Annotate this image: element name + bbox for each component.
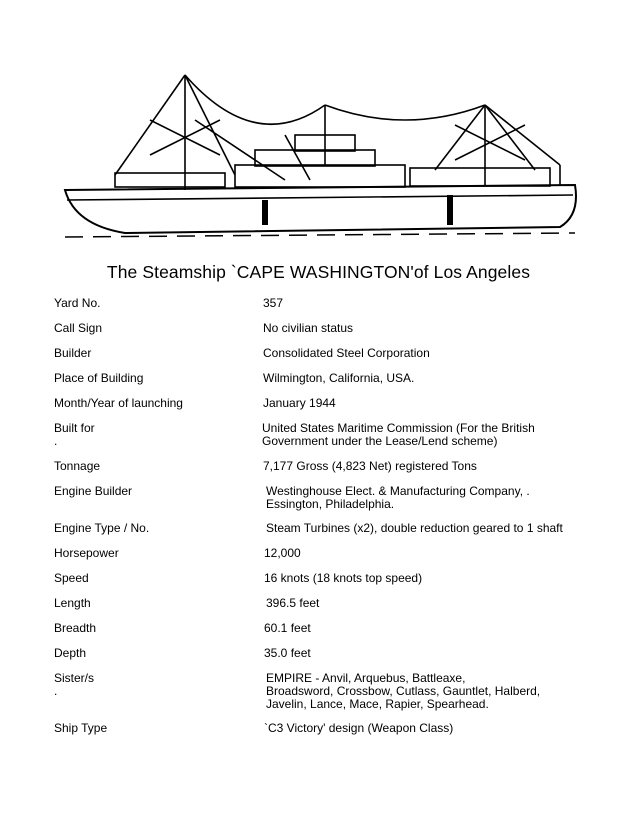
detail-label: Horsepower	[54, 546, 119, 560]
detail-value: United States Maritime Commission (For the British Government under the Lease/Lend scheme)	[262, 421, 535, 448]
detail-value: 357	[263, 296, 284, 310]
detail-label: Length	[54, 596, 91, 610]
detail-label: Engine Builder	[54, 484, 133, 498]
detail-label: Built for .	[54, 421, 95, 448]
detail-label: Depth	[54, 646, 87, 660]
detail-value: 60.1 feet	[264, 621, 311, 635]
detail-label: Builder	[54, 346, 92, 360]
detail-value: Westinghouse Elect. & Manufacturing Company, . Essington, Philadelphia.	[266, 484, 530, 511]
page-title: The Steamship `CAPE WASHINGTON'of Los Angeles	[106, 262, 531, 282]
ship-illustration	[55, 65, 590, 250]
detail-label: Speed	[54, 571, 89, 585]
detail-value: No civilian status	[263, 321, 354, 335]
detail-value: January 1944	[263, 396, 336, 410]
detail-label: Place of Building	[54, 371, 144, 385]
detail-value: `C3 Victory' design (Weapon Class)	[264, 721, 454, 735]
detail-label: Ship Type	[54, 721, 108, 735]
detail-value: 12,000	[264, 546, 301, 560]
detail-value: 16 knots (18 knots top speed)	[264, 571, 423, 585]
detail-value: 7,177 Gross (4,823 Net) registered Tons	[263, 459, 477, 473]
detail-label: Tonnage	[54, 459, 101, 473]
detail-label: Call Sign	[54, 321, 103, 335]
detail-value: EMPIRE - Anvil, Arquebus, Battleaxe, Broadsword, Crossbow, Cutlass, Gauntlet, Halberd, Javelin, Lance, Mace, Rapier, Spearhead.	[266, 671, 541, 711]
detail-label: Breadth	[54, 621, 97, 635]
detail-label: Sister/s .	[54, 671, 95, 698]
detail-value: 396.5 feet	[266, 596, 320, 610]
detail-label: Engine Type / No.	[54, 521, 150, 535]
detail-label: Month/Year of launching	[54, 396, 183, 410]
detail-value: Wilmington, California, USA.	[263, 371, 415, 385]
detail-value: Steam Turbines (x2), double reduction geared to 1 shaft	[266, 521, 563, 535]
detail-value: Consolidated Steel Corporation	[263, 346, 430, 360]
detail-label: Yard No.	[54, 296, 101, 310]
detail-value: 35.0 feet	[264, 646, 311, 660]
